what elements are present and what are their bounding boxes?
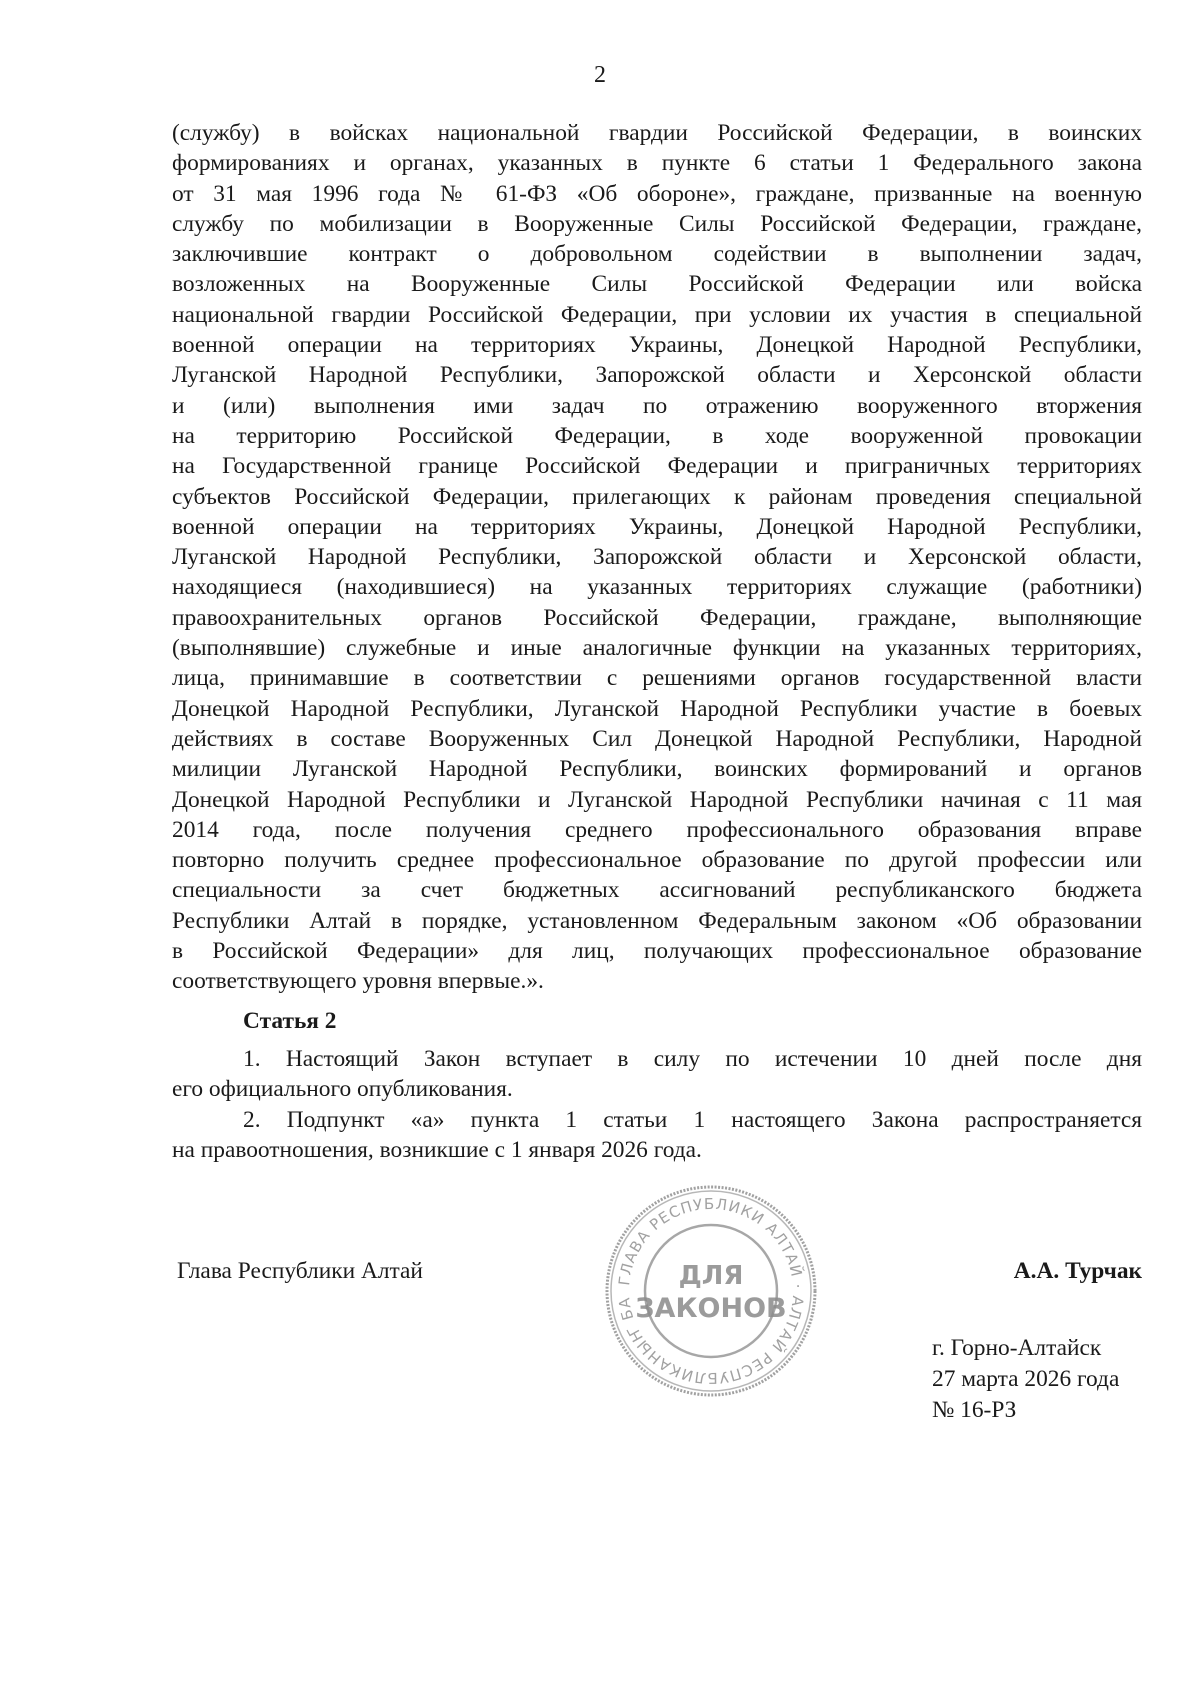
text-line: заключившие контракт о добровольном содействии в выполнении задач, [172, 241, 1142, 268]
text-line: в Российской Федерации» для лиц, получающих профессиональное образование [172, 938, 1142, 965]
text-line: соответствующего уровня впервые.». [172, 968, 544, 995]
text-line: находящиеся (находившиеся) на указанных территориях служащие (работники) [172, 574, 1142, 601]
text-line: формированиях и органах, указанных в пункте 6 статьи 1 Федерального закона [172, 150, 1142, 177]
text-line: милиции Луганской Народной Республики, воинских формирований и органов [172, 756, 1142, 783]
text-line: Донецкой Народной Республики, Луганской Народной Республики участие в боевых [172, 695, 1142, 722]
text-line: службу по мобилизации в Вооруженные Силы Российской Федерации, граждане, [172, 210, 1142, 237]
text-line: и (или) выполнения ими задач по отражению вооруженного вторжения [172, 392, 1142, 419]
text-line: от 31 мая 1996 года № 61-ФЗ «Об обороне», граждане, призванные на военную [172, 180, 1142, 207]
text-line: (службу) в войсках национальной гвардии Российской Федерации, в воинских [172, 120, 1142, 146]
meta-city: г. Горно-Алтайск [932, 1335, 1102, 1361]
text-line: субъектов Российской Федерации, прилегающих к районам проведения специальной [172, 483, 1142, 510]
article-2-item-1-line: его официального опубликования. [172, 1076, 513, 1103]
seal-ring-text: ГЛАВА РЕСПУБЛИКИ АЛТАЙ · АЛТАЙ РЕСПУБЛИКАНЫҤ БА [615, 1194, 808, 1388]
article-2-heading: Статья 2 [243, 1008, 337, 1034]
text-line: Республики Алтай в порядке, установленном Федеральным законом «Об образовании [172, 907, 1142, 934]
text-line: повторно получить среднее профессиональное образование по другой профессии или [172, 847, 1142, 874]
text-line: правоохранительных органов Российской Федерации, граждане, выполняющие [172, 604, 1142, 631]
page-number: 2 [594, 62, 606, 88]
document-meta [932, 1333, 1119, 1426]
text-line: военной операции на территориях Украины, Донецкой Народной Республики, [172, 332, 1142, 359]
text-line: Луганской Народной Республики, Запорожской области и Херсонской области [172, 362, 1142, 389]
signatory-name: А.А. Турчак [1013, 1258, 1142, 1284]
official-seal [604, 1184, 818, 1398]
text-line: (выполнявшие) служебные и иные аналогичные функции на указанных территориях, [172, 635, 1142, 662]
seal-icon [604, 1184, 818, 1398]
text-line: Луганской Народной Республики, Запорожской области и Херсонской области, [172, 544, 1142, 571]
article-2-body [172, 1044, 1142, 1165]
text-line: 2014 года, после получения среднего профессионального образования вправе [172, 816, 1142, 843]
text-line: специальности за счет бюджетных ассигнований республиканского бюджета [172, 877, 1142, 904]
text-line: национальной гвардии Российской Федерации, при условии их участия в специальной [172, 301, 1142, 328]
text-line: военной операции на территориях Украины, Донецкой Народной Республики, [172, 513, 1142, 540]
seal-center-line-2: ЗАКОНОВ [635, 1293, 787, 1324]
article-2-item-1-line: 1. Настоящий Закон вступает в силу по истечении 10 дней после дня [243, 1046, 1142, 1072]
article-1-continuation [172, 118, 1142, 997]
text-line: лица, принимавшие в соответствии с решениями органов государственной власти [172, 665, 1142, 692]
text-line: на Государственной границе Российской Федерации и приграничных территориях [172, 453, 1142, 480]
text-line: действиях в составе Вооруженных Сил Донецкой Народной Республики, Народной [172, 725, 1142, 752]
article-2-item-2-line: 2. Подпункт «а» пункта 1 статьи 1 настоящего Закона распространяется [243, 1106, 1142, 1133]
article-2-item-2-line: на правоотношения, возникшие с 1 января 2026 года. [172, 1136, 702, 1163]
text-line: Донецкой Народной Республики и Луганской Народной Республики начиная с 11 мая [172, 786, 1142, 813]
text-line: возложенных на Вооруженные Силы Российской Федерации или войска [172, 271, 1142, 298]
signatory-position: Глава Республики Алтай [177, 1258, 423, 1284]
seal-center-line-1: ДЛЯ [678, 1261, 744, 1291]
text-line: на территорию Российской Федерации, в ходе вооруженной провокации [172, 422, 1142, 449]
meta-date: 27 марта 2026 года [932, 1366, 1120, 1392]
meta-number: № 16-РЗ [932, 1397, 1017, 1423]
